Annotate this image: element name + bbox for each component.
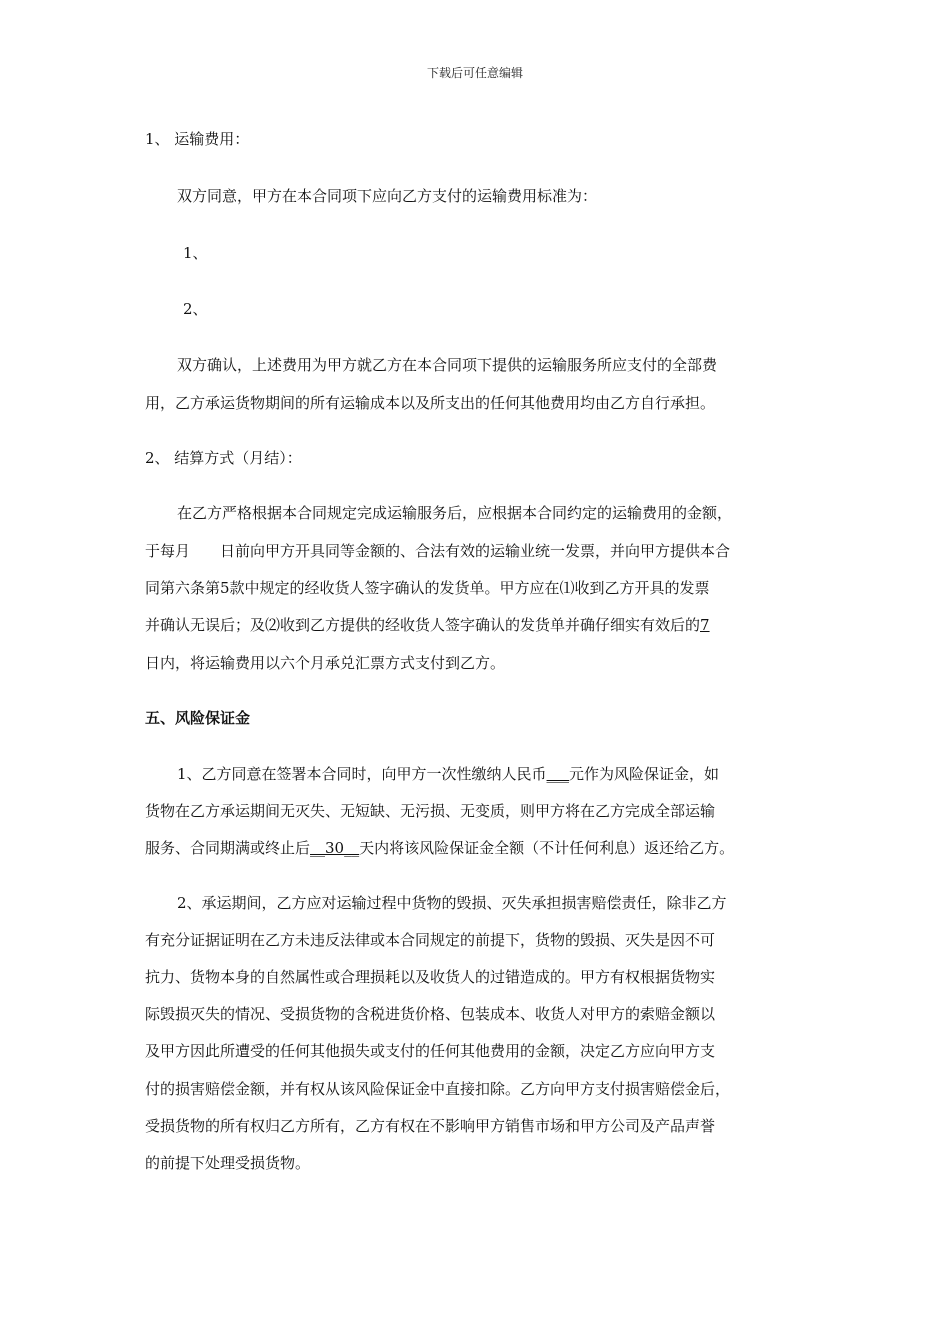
fee-item-2: 2、 [183,300,208,318]
section-1-intro: 双方同意，甲方在本合同项下应向乙方支付的运输费用标准为： [177,187,598,205]
deposit-p2-line-1: 2、承运期间，乙方应对运输过程中货物的毁损、灭失承担损害赔偿责任，除非乙方 [177,894,727,912]
deposit-p1-text-d: 天内将该风险保证金全额（不计任何利息）返还给乙方。 [359,839,735,857]
section-1-title: 1、 运输费用： [145,130,250,148]
deposit-p2-line-2: 有充分证据证明在乙方未违反法律或本合同规定的前提下，货物的毁损、灭失是因不可 [145,931,716,949]
deposit-p1-text-a: 1、乙方同意在签署本合同时，向甲方一次性缴纳人民币 [177,765,547,783]
deposit-p2-line-4: 际毁损灭失的情况、受损货物的含税进货价格、包装成本、收货人对甲方的索赔金额以 [145,1005,716,1023]
refund-days: __30__ [310,839,360,857]
deposit-p2-line-6: 付的损害赔偿金额，并有权从该风险保证金中直接扣除。乙方向甲方支付损害赔偿金后， [145,1080,731,1098]
confirm-line-2: 用，乙方承运货物期间的所有运输成本以及所支出的任何其他费用均由乙方自行承担。 [145,394,716,412]
deposit-p2-line-3: 抗力、货物本身的自然属性或合理损耗以及收货人的过错造成的。甲方有权根据货物实 [145,968,716,986]
page-header: 下载后可任意编辑 [426,66,523,80]
settlement-line-3: 同第六条第5款中规定的经收货人签字确认的发货单。甲方应在⑴收到乙方开具的发票 [145,579,710,597]
payment-days: 7 [700,616,710,634]
deposit-p1-line-2: 货物在乙方承运期间无灭失、无短缺、无污损、无变质，则甲方将在乙方完成全部运输 [145,802,716,820]
deposit-p1-text-b: 元作为风险保证金，如 [569,765,720,783]
settlement-line-4-text: 并确认无误后；及⑵收到乙方提供的经收货人签字确认的发货单并确仔细实有效后的 [145,616,701,634]
deposit-p2-line-7: 受损货物的所有权归乙方所有，乙方有权在不影响甲方销售市场和甲方公司及产品声誉 [145,1117,716,1135]
deposit-amount-blank: ___ [546,765,570,783]
deposit-p1-text-c: 服务、合同期满或终止后 [145,839,311,857]
settlement-month-label: 于每月 [145,542,191,560]
settlement-line-4 [145,614,810,635]
confirm-line-1: 双方确认，上述费用为甲方就乙方在本合同项下提供的运输服务所应支付的全部费 [177,356,718,374]
section-5-title: 五、风险保证金 [145,709,251,727]
settlement-line-2-rest: 日前向甲方开具同等金额的、合法有效的运输业统一发票，并向甲方提供本合 [220,542,731,560]
settlement-line-2 [145,540,810,561]
fee-item-1: 1、 [183,244,208,262]
deposit-p2-line-5: 及甲方因此所遭受的任何其他损失或支付的任何其他费用的金额，决定乙方应向甲方支 [145,1042,716,1060]
deposit-p2-line-8: 的前提下处理受损货物。 [145,1154,311,1172]
settlement-line-1: 在乙方严格根据本合同规定完成运输服务后，应根据本合同约定的运输费用的金额， [177,504,733,522]
deposit-p1-line-1 [145,763,842,784]
deposit-p1-line-3 [145,837,810,858]
settlement-line-5: 日内，将运输费用以六个月承兑汇票方式支付到乙方。 [145,654,506,672]
section-2-title: 2、 结算方式（月结）： [145,449,302,467]
